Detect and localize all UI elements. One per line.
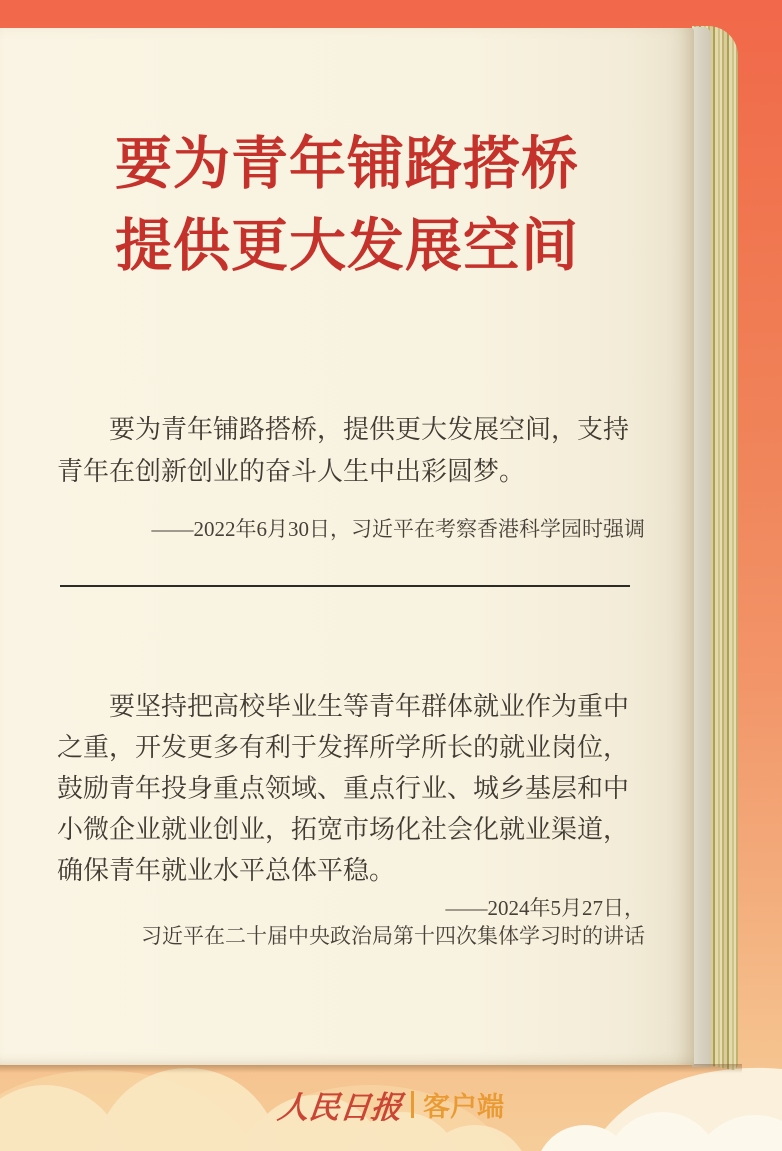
book-inner-edge xyxy=(692,27,711,1067)
quote-2-line: 确保青年就业水平总体平稳。 xyxy=(57,856,396,885)
quote-1-attribution: ——2022年6月30日，习近平在考察香港科学园时强调 xyxy=(151,517,645,541)
quote-2-line: 小微企业就业创业，拓宽市场化社会化就业渠道， xyxy=(57,815,630,844)
headline-line-2: 提供更大发展空间 xyxy=(115,215,579,278)
quote-1-line: 青年在创新创业的奋斗人生中出彩圆梦。 xyxy=(57,457,526,486)
quote-2-attribution xyxy=(57,894,645,950)
section-divider xyxy=(60,585,630,587)
book-page xyxy=(0,28,694,1065)
quote-2-line: 鼓励青年投身重点领域、重点行业、城乡基层和中 xyxy=(57,774,630,803)
headline xyxy=(0,124,694,288)
quote-2-line: 要坚持把高校毕业生等青年群体就业作为重中 xyxy=(109,692,630,721)
quote-2-line: 之重，开发更多有利于发挥所学所长的就业岗位， xyxy=(57,733,630,762)
quote-1 xyxy=(57,409,651,493)
quote-2-attribution-line-1: ——2024年5月27日， xyxy=(445,896,645,920)
quote-2-attribution-line-2: 习近平在二十届中央政治局第十四次集体学习时的讲话 xyxy=(141,924,645,948)
peoples-daily-masthead-logo: 人民日报 xyxy=(275,1090,404,1125)
brand-divider-bar xyxy=(411,1091,414,1118)
brand-lockup xyxy=(0,1082,782,1127)
quote-1-line: 要为青年铺路搭桥，提供更大发展空间，支持 xyxy=(109,415,630,444)
page-bottom-shadow xyxy=(0,1064,742,1073)
brand-product-label: 客户端 xyxy=(423,1092,504,1122)
headline-line-1: 要为青年铺路搭桥 xyxy=(115,133,579,196)
quote-2 xyxy=(57,686,651,891)
